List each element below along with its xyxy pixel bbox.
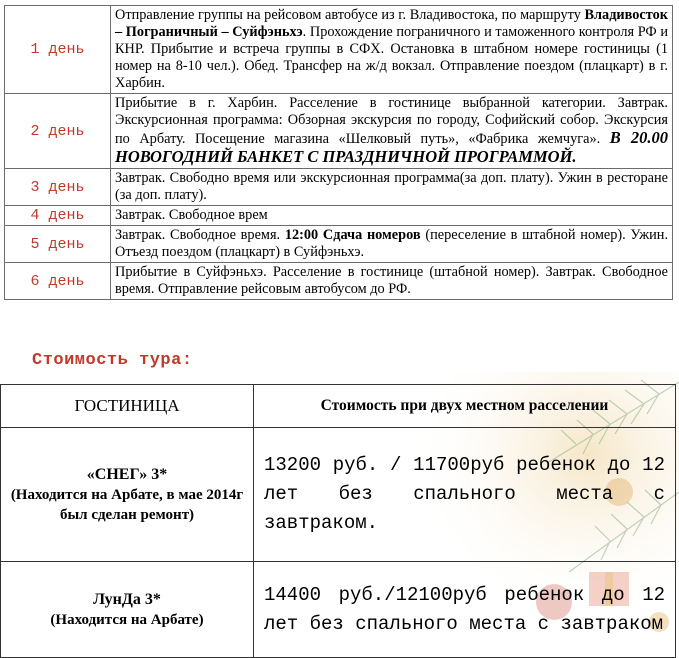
- description-text: (переселение в штабной номер). Ужин. Отъезд поездом (плацкарт) в Суйфэньхэ.: [115, 227, 669, 260]
- description-text: 12:00 Сдача номеров: [284, 227, 421, 243]
- description-text: Отправление группы на рейсовом автобусе из г. Владивостока, по маршруту: [115, 7, 585, 23]
- itinerary-row: [5, 94, 673, 169]
- hotel-note: (Находится на Арбате): [50, 611, 204, 628]
- price-cell: 14400 руб./12100руб ребенок до 12 лет без спального места с завтраком: [254, 562, 676, 658]
- price-row: [1, 428, 676, 562]
- itinerary-body: [5, 6, 673, 300]
- day-label: 3 день: [5, 169, 111, 206]
- cost-heading: Стоимость тура:: [32, 351, 193, 370]
- day-label: 4 день: [5, 206, 111, 226]
- hotel-cell: [1, 562, 254, 658]
- description-text: Завтрак. Свободное время.: [115, 227, 285, 243]
- description-text: Прибытие в г. Харбин. Расселение в гостинице выбранной категории. Завтрак. Экскурсионная программа: Обзорная экскурсия по городу, Софийский собор. Экскурсия по Арбату. Посещение магазина «Шелковый путь», «Фабрика жемчуга».: [115, 95, 668, 147]
- hotel-name: ЛунДа 3*: [93, 590, 161, 608]
- price-header-row: [1, 385, 676, 428]
- itinerary-row: [5, 169, 673, 206]
- day-description: [111, 169, 673, 206]
- description-text: . Прохождение пограничного и таможенного контроля РФ и КНР. Прибытие и встреча группы в СФХ. Остановка в штабном номере гостиницы (1 номер на 8-10 чел.). Обед. Трансфер на ж/д вокзал. Отправление поездом (плацкарт) в г. Харбин.: [115, 24, 669, 91]
- price-cell: 13200 руб. / 11700руб ребенок до 12 лет без спального места с завтраком.: [254, 428, 676, 562]
- day-label: 2 день: [5, 94, 111, 169]
- description-text: Завтрак. Свободное врем: [115, 207, 268, 223]
- hotel-note: (Находится на Арбате, в мае 2014г был сделан ремонт): [10, 486, 244, 523]
- day-description: [111, 94, 673, 169]
- hotel-name: «СНЕГ» 3*: [86, 465, 168, 483]
- itinerary-row: [5, 206, 673, 226]
- day-description: [111, 226, 673, 263]
- day-label: 5 день: [5, 226, 111, 263]
- hotel-cell: [1, 428, 254, 562]
- description-text: Прибытие в Суйфэньхэ. Расселение в гостинице (штабной номер). Завтрак. Свободное время. Отправление рейсовым автобусом до РФ.: [115, 264, 668, 297]
- day-description: [111, 6, 673, 94]
- cost-column-header: Стоимость при двух местном расселении: [254, 385, 676, 428]
- itinerary-row: [5, 226, 673, 263]
- day-description: [111, 263, 673, 300]
- itinerary-table: [4, 5, 673, 300]
- day-description: [111, 206, 673, 226]
- price-table: [0, 384, 676, 658]
- price-row: [1, 562, 676, 658]
- day-label: 6 день: [5, 263, 111, 300]
- itinerary-row: [5, 6, 673, 94]
- day-label: 1 день: [5, 6, 111, 94]
- description-text: Владивосток – Пограничный – Суйфэньхэ: [115, 7, 668, 40]
- hotel-column-header: ГОСТИНИЦА: [1, 385, 254, 428]
- description-text: Завтрак. Свободно время или экскурсионная программа(за доп. плату). Ужин в ресторане (за доп. плату).: [115, 170, 668, 203]
- banquet-highlight: В 20.00 НОВОГОДНИЙ БАНКЕТ С ПРАЗДНИЧНОЙ ПРОГРАММОЙ.: [115, 128, 668, 166]
- itinerary-row: [5, 263, 673, 300]
